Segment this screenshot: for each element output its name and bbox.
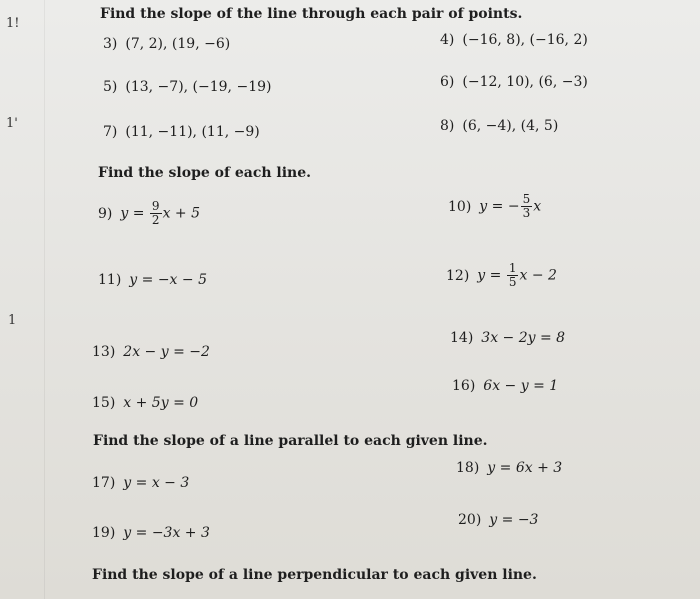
problem-expression: y = −x − 5: [129, 272, 207, 288]
problem-5: [103, 79, 271, 95]
problem-expression: (−12, 10), (6, −3): [462, 74, 588, 90]
problem-number: 7): [103, 124, 118, 140]
problem-3: [103, 36, 230, 52]
problem-20: [458, 512, 538, 528]
problem-number: 18): [456, 460, 480, 476]
problem-12: [446, 262, 557, 289]
problem-19: [92, 525, 210, 541]
problem-expression: (13, −7), (−19, −19): [125, 79, 272, 95]
problem-expression: y = −3: [489, 512, 539, 528]
problem-11: [98, 272, 207, 288]
problem-number: 16): [452, 378, 476, 394]
problem-number: 19): [92, 525, 116, 541]
problem-expression: (−16, 8), (−16, 2): [462, 32, 588, 48]
problem-number: 4): [440, 32, 455, 48]
problem-number: 20): [458, 512, 482, 528]
page-edge-shadow: [44, 0, 45, 599]
problem-8: [440, 118, 558, 134]
problem-18: [456, 460, 562, 476]
problem-number: 13): [92, 344, 116, 360]
fraction-numerator: 5: [522, 192, 531, 206]
problem-15: [92, 395, 198, 411]
margin-fragment-3: 1: [8, 313, 17, 328]
problem-number: 14): [450, 330, 474, 346]
problem-expression: 3x − 2y = 8: [481, 330, 566, 346]
margin-fragment-1: 1!: [6, 16, 20, 31]
fraction-denominator: 3: [522, 206, 531, 220]
problem-number: 10): [448, 198, 472, 215]
fraction-numerator: 9: [151, 199, 160, 213]
problem-expression: y = −3x + 3: [123, 525, 210, 541]
problem-16: [452, 378, 558, 394]
heading-slope-pairs: Find the slope of the line through each pair of points.: [100, 6, 523, 22]
problem-number: 9): [98, 205, 113, 222]
problem-7: [103, 124, 260, 140]
problem-expression: (7, 2), (19, −6): [125, 36, 231, 52]
problem-expression: 2x − y = −2: [123, 344, 210, 360]
equation-left: y =: [120, 205, 149, 222]
fraction-numerator: 1: [508, 261, 517, 275]
problem-expression: y = 6x + 3: [487, 460, 563, 476]
problem-9: [98, 200, 200, 227]
equation-left: y = −: [479, 198, 520, 215]
problem-number: 3): [103, 36, 118, 52]
equation-right: x − 2: [519, 267, 557, 284]
problem-number: 8): [440, 118, 455, 134]
fraction: [521, 193, 533, 220]
problem-number: 11): [98, 272, 122, 288]
equation-right: x: [533, 198, 542, 215]
problem-number: 17): [92, 475, 116, 491]
problem-17: [92, 475, 189, 491]
problem-expression: (11, −11), (11, −9): [125, 124, 260, 140]
problem-4: [440, 32, 588, 48]
heading-parallel: Find the slope of a line parallel to each given line.: [93, 433, 488, 449]
problem-number: 12): [446, 267, 470, 284]
problem-number: 5): [103, 79, 118, 95]
problem-number: 15): [92, 395, 116, 411]
fraction: [150, 200, 162, 227]
problem-expression: x + 5y = 0: [123, 395, 199, 411]
fraction-denominator: 5: [508, 275, 517, 289]
heading-slope-line: Find the slope of each line.: [98, 165, 312, 181]
heading-perpendicular: Find the slope of a line perpendicular to each given line.: [92, 567, 537, 583]
problem-expression: 6x − y = 1: [483, 378, 559, 394]
problem-10: [448, 193, 541, 220]
margin-fragment-2: 1': [6, 116, 18, 131]
problem-expression: (6, −4), (4, 5): [462, 118, 559, 134]
problem-expression: y = x − 3: [123, 475, 190, 491]
problem-6: [440, 74, 588, 90]
fraction-denominator: 2: [151, 213, 160, 227]
equation-left: y =: [477, 267, 506, 284]
problem-number: 6): [440, 74, 455, 90]
equation-right: x + 5: [162, 205, 200, 222]
fraction: [507, 262, 519, 289]
problem-13: [92, 344, 210, 360]
problem-14: [450, 330, 565, 346]
